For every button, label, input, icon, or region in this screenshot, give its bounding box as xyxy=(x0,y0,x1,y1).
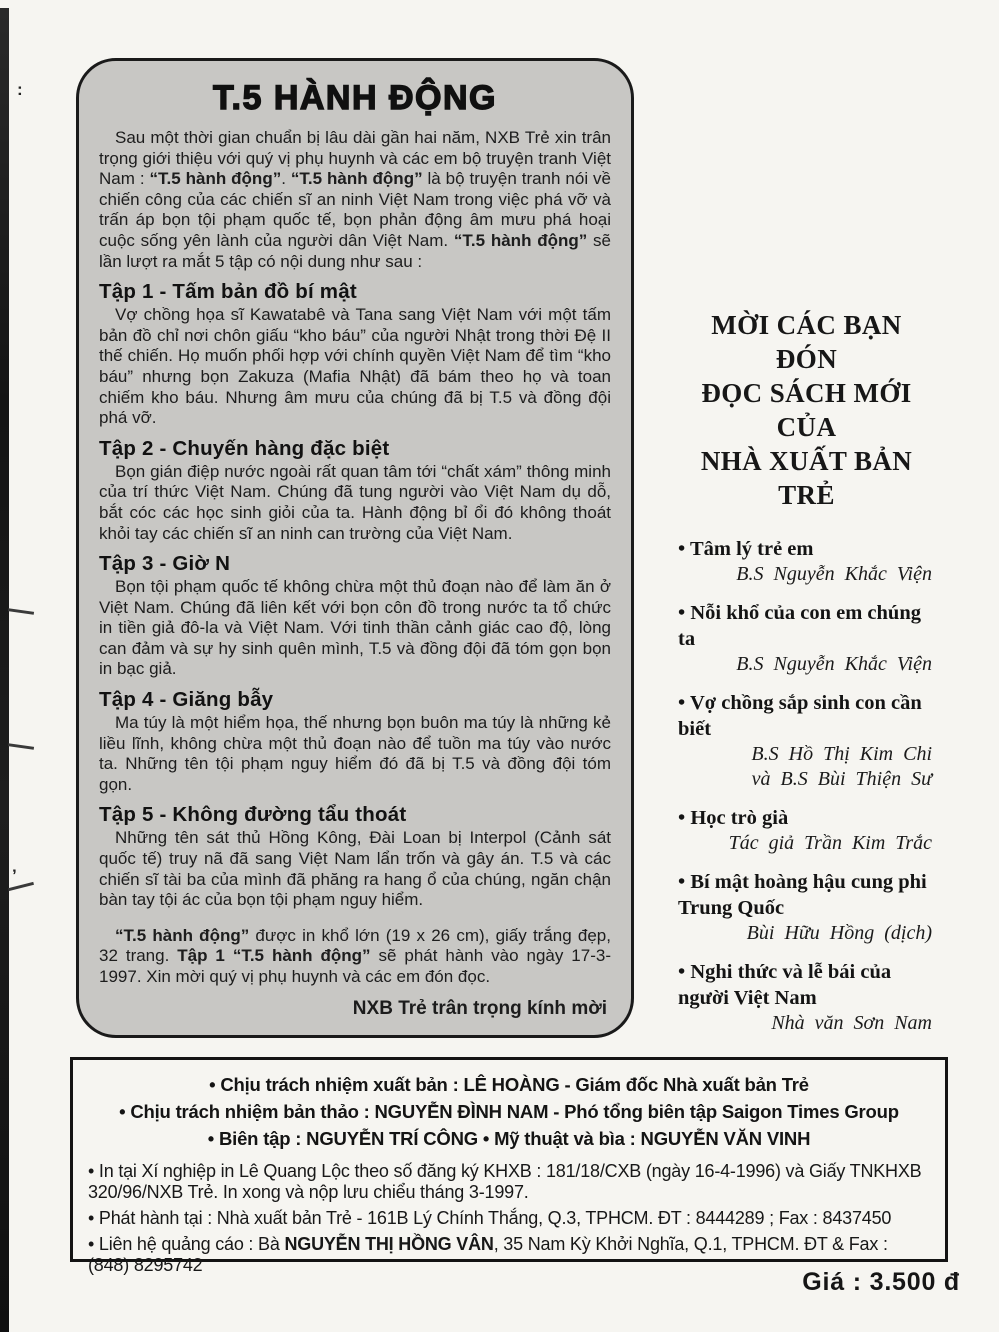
book-author: B.S Nguyễn Khắc Viện xyxy=(736,653,932,675)
intro-paragraph xyxy=(99,128,611,272)
book-author: Nhà văn Sơn Nam xyxy=(771,1012,932,1034)
book-author: Tác giả Trần Kim Trắc xyxy=(728,832,932,854)
book-author: B.S Nguyễn Khắc Viện xyxy=(736,563,932,585)
bullet-icon: • xyxy=(678,807,686,829)
closing-paragraph xyxy=(99,926,611,988)
scan-tick-artifact xyxy=(8,608,34,615)
book-title xyxy=(678,959,935,1011)
book-title xyxy=(678,536,935,562)
book-title xyxy=(678,600,935,652)
episode-3-body: Bọn tội phạm quốc tế không chừa một thủ đoạn nào để làm ăn ở Việt Nam. Chúng đã liên kết với bọn côn đồ trong nước ta tổ chức in tiền giả đô-la và Việt Nam. Với tinh thần cảnh giác cao độ, lòng can đảm và sự hy sinh quên mình, T.5 và đồng đội đã tóm gọn bọn in bạc giả. xyxy=(99,577,611,679)
text-run-bold: Tập 1 “T.5 hành động” xyxy=(177,946,371,966)
sidebar-heading-line: MỜI CÁC BẠN ĐÓN xyxy=(711,310,902,374)
episode-5-title: Tập 5 - Không đường tẩu thoát xyxy=(99,803,407,827)
book-author: Bùi Hữu Hồng (dịch) xyxy=(746,922,932,944)
book-title-text: Vợ chồng sắp sinh con cần biết xyxy=(678,692,922,740)
book-title-text: Nghi thức và lễ bái của người Việt Nam xyxy=(678,961,892,1009)
episode-5-body: Những tên sát thủ Hồng Kông, Đài Loan bị Interpol (Cảnh sát quốc tế) truy nã đã sang Việt Nam lẩn trốn và gây án. T.5 và các chiến sĩ tài ba của mình đã phăng ra hang ổ của chúng, ngăn chận bàn tay tội ác của bọn tội phạm nguy hiểm. xyxy=(99,828,611,910)
episode-3-title: Tập 3 - Giờ N xyxy=(99,552,231,576)
episode-1-title: Tập 1 - Tấm bản đồ bí mật xyxy=(99,280,357,304)
scan-tick-artifact xyxy=(8,743,34,750)
book-title-text: Nỗi khổ của con em chúng ta xyxy=(678,602,921,650)
promo-title: T.5 HÀNH ĐỘNG xyxy=(213,79,497,117)
sidebar-heading-line: ĐỌC SÁCH MỚI CỦA xyxy=(701,378,912,442)
book-author: và B.S Bùi Thiện Sư xyxy=(751,768,932,790)
scan-edge-artifact xyxy=(0,8,9,1332)
bullet-icon: • xyxy=(678,871,686,893)
sidebar-heading-line: NHÀ XUẤT BẢN TRẺ xyxy=(700,446,913,510)
text-run-bold: “T.5 hành động” xyxy=(290,169,423,189)
book-author: B.S Hồ Thị Kim Chi xyxy=(751,743,932,765)
episode-1-body: Vợ chồng họa sĩ Kawatabê và Tana sang Việt Nam với một tấm bản đồ chỉ nơi chôn giấu “kho báu” của người Nhật trong thời Đệ II thế chiến. Họ muốn phối hợp với chính quyền Việt Nam để tìm “kho báu” nhưng bọn Zakuza (Mafia Nhật) đã bám theo họ và toan chiếm kho báu. Nhưng âm mưu của chúng đã bị T.5 và đồng đội phá vỡ. xyxy=(99,305,611,428)
text-run: Sau một thời gian chuẩn bị lâu dài gần hai năm, NXB Trẻ xin trân trọng giới thiệu với quý vị phụ huynh và các em bộ truyện tranh Việt Nam : xyxy=(99,128,611,189)
episode-4-title: Tập 4 - Giăng bẫy xyxy=(99,688,274,712)
episode-4-body: Ma túy là một hiểm họa, thế nhưng bọn buôn ma túy là những kẻ liều lĩnh, không chừa một thủ đoạn nào để tuồn ma túy vào nước ta. Những tên tội phạm nguy hiểm đó đã bị T.5 và đồng đội tóm gọn. xyxy=(99,713,611,794)
book-title xyxy=(678,869,935,921)
book-title-text: Học trò già xyxy=(690,807,789,829)
text-run-bold: “T.5 hành động” xyxy=(453,230,588,250)
new-books-sidebar xyxy=(678,308,935,1036)
text-run-bold: “T.5 hành động” xyxy=(149,169,282,189)
credit-line: • Chịu trách nhiệm xuất bản : LÊ HOÀNG - Giám đốc Nhà xuất bản Trẻ xyxy=(209,1074,809,1095)
text-run: , 35 Nam Kỳ Khởi Nghĩa, Q.1, TPHCM. ĐT & Fax : (848) 8295742 xyxy=(88,1234,888,1275)
print-info-line: • Phát hành tại : Nhà xuất bản Trẻ - 161B Lý Chính Thắng, Q.3, TPHCM. ĐT : 8444289 ; Fax : 8437450 xyxy=(88,1208,892,1228)
text-run: được in khổ lớn (19 x 26 cm), giấy trắng đẹp, 32 trang. xyxy=(99,925,611,966)
credit-line: • Chịu trách nhiệm bản thảo : NGUYỄN ĐÌNH NAM - Phó tổng biên tập Saigon Times Group xyxy=(119,1101,899,1122)
book-item xyxy=(678,536,935,587)
scan-mark-artifact: ’ xyxy=(12,866,17,885)
book-item xyxy=(678,600,935,677)
credit-line: • Biên tập : NGUYỄN TRÍ CÔNG • Mỹ thuật và bìa : NGUYỄN VĂN VINH xyxy=(207,1128,811,1149)
publisher-signoff: NXB Trẻ trân trọng kính mời xyxy=(352,997,607,1019)
price-label: Giá : 3.500 đ xyxy=(802,1268,960,1296)
book-title-text: Tâm lý trẻ em xyxy=(689,538,814,560)
colophon-box xyxy=(70,1057,948,1275)
text-run-bold: “T.5 hành động” xyxy=(115,925,250,945)
print-info-line: • In tại Xí nghiệp in Lê Quang Lộc theo số đăng ký KHXB : 181/18/CXB (ngày 16-4-1996) và Giấy TNKHXB 320/96/NXB Trẻ. In xong và nộp lưu chiểu tháng 3-1997. xyxy=(88,1161,922,1202)
text-run: là bộ truyện tranh nói về chiến công của các chiến sĩ an ninh Việt Nam trong việc phá vỡ và trấn áp bọn tội phạm quốc tế, bọn phản động âm mưu phá hoại cuộc sống yên lành của người dân Việt Nam. xyxy=(99,169,611,250)
bullet-icon: • xyxy=(678,538,686,560)
text-run: sẽ phát hành vào ngày 17-3-1997. Xin mời quý vị phụ huynh và các em đón đọc. xyxy=(99,946,611,986)
episode-2-body: Bọn gián điệp nước ngoài rất quan tâm tới “chất xám” thông minh của trí thức Việt Nam. Chúng đã tung người vào Việt Nam dụ dỗ, bắt cóc các học sinh giỏi của ta. Hành động bỉ ổi đó không thoát khỏi tay các chiến sĩ an ninh can trường của Việt Nam. xyxy=(99,461,611,543)
book-item xyxy=(678,805,935,856)
print-info xyxy=(88,1161,930,1276)
bullet-icon: • xyxy=(678,602,686,624)
sidebar-heading xyxy=(678,308,935,512)
promo-box xyxy=(76,58,634,1038)
text-run: • Liên hệ quảng cáo : Bà xyxy=(88,1234,285,1254)
bullet-icon: • xyxy=(678,692,686,714)
text-run: sẽ lần lượt ra mắt 5 tập có nội dung như sau : xyxy=(99,230,611,271)
text-run-bold: NGUYỄN THỊ HỒNG VÂN xyxy=(284,1234,494,1254)
episode-2-title: Tập 2 - Chuyến hàng đặc biệt xyxy=(99,436,390,460)
scan-mark-artifact: : xyxy=(17,80,23,99)
bullet-icon: • xyxy=(678,961,686,983)
book-item xyxy=(678,869,935,946)
book-title xyxy=(678,805,935,831)
book-title-text: Bí mật hoàng hậu cung phi Trung Quốc xyxy=(678,871,927,919)
book-title xyxy=(678,690,935,742)
book-item xyxy=(678,690,935,792)
text-run: . xyxy=(281,169,291,189)
book-item xyxy=(678,959,935,1036)
